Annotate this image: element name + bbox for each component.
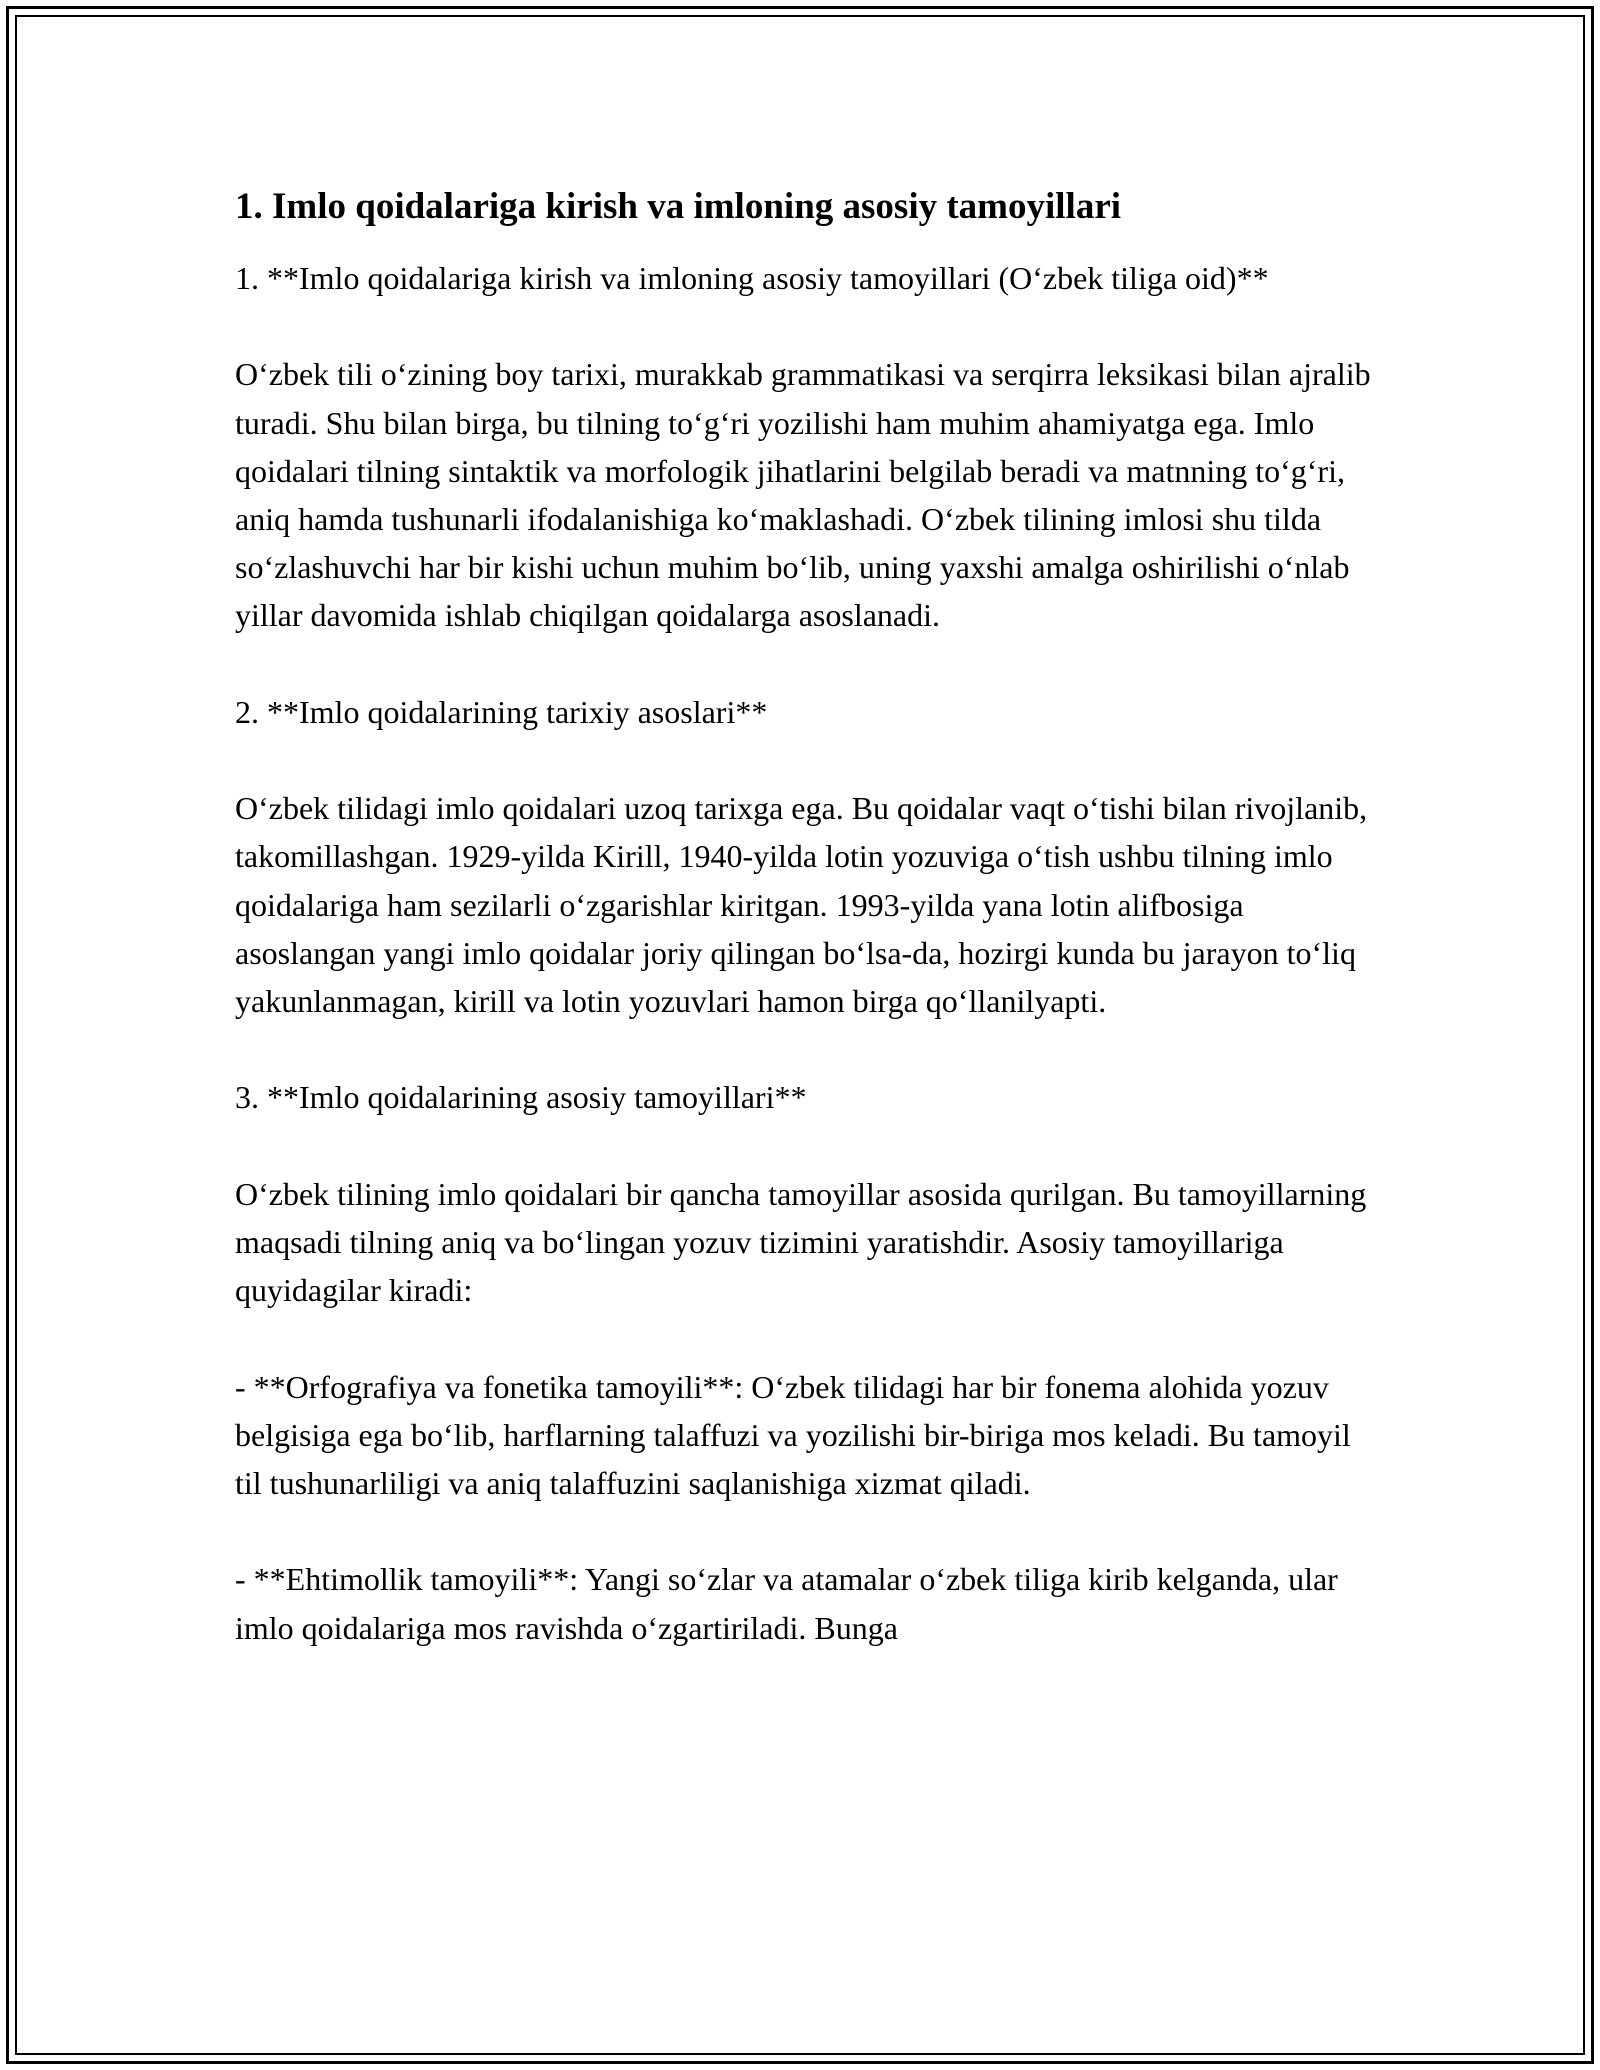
paragraph-spacer <box>235 640 1375 688</box>
document-body <box>235 180 1375 1652</box>
paragraph-spacer <box>235 1025 1375 1073</box>
document-text <box>235 254 1375 1652</box>
paragraph-history: O‘zbek tilidagi imlo qoidalari uzoq tarixga ega. Bu qoidalar vaqt o‘tishi bilan rivojlanib, takomillashgan. 1929-yilda Kirill, 1940-yilda lotin yozuviga o‘tish ushbu tilning imlo qoidalariga ham sezilarli o‘zgarishlar kiritgan. 1993-yilda yana lotin alifbosiga asoslangan yangi imlo qoidalar joriy qilingan bo‘lsa-da, hozirgi kunda bu jarayon to‘liq yakunlanmagan, kirill va lotin yozuvlari hamon birga qo‘llanilyapti. <box>235 790 1368 1019</box>
paragraph-intro: O‘zbek tili o‘zining boy tarixi, murakkab grammatikasi va serqirra leksikasi bilan ajralib turadi. Shu bilan birga, bu tilning to‘g‘ri yozilishi ham muhim ahamiyatga ega. Imlo qoidalari tilning sintaktik va morfologik jihatlarini belgilab beradi va matnning to‘g‘ri, aniq hamda tushunarli ifodalanishiga ko‘maklashadi. O‘zbek tilining imlosi shu tilda so‘zlashuvchi har bir kishi uchun muhim bo‘lib, uning yaxshi amalga oshirilishi o‘nlab yillar davomida ishlab chiqilgan qoidalarga asoslanadi. <box>235 356 1371 634</box>
paragraph-spacer <box>235 1122 1375 1170</box>
list-item-orthography: - **Orfografiya va fonetika tamoyili**: O‘zbek tilidagi har bir fonema alohida yozuv belgisiga ega bo‘lib, harflarning talaffuzi va yozilishi bir-biriga mos keladi. Bu tamoyil til tushunarliligi va aniq talaffuzini saqlanishiga xizmat qiladi. <box>235 1368 1351 1501</box>
list-item-probability: - **Ehtimollik tamoyili**: Yangi so‘zlar va atamalar o‘zbek tiliga kirib kelganda, ular imlo qoidalariga mos ravishda o‘zgartiriladi. Bunga <box>235 1561 1338 1646</box>
paragraph-intro-heading: 1. **Imlo qoidalariga kirish va imloning asosiy tamoyillari (O‘zbek tiliga oid)** <box>235 260 1269 296</box>
paragraph-spacer <box>235 1314 1375 1362</box>
paragraph-spacer <box>235 302 1375 350</box>
paragraph-history-heading: 2. **Imlo qoidalarining tarixiy asoslari** <box>235 693 768 730</box>
paragraph-principles: O‘zbek tilining imlo qoidalari bir qancha tamoyillar asosida qurilgan. Bu tamoyillarning maqsadi tilning aniq va bo‘lingan yozuv tizimini yaratishdir. Asosiy tamoyillariga quyidagilar kiradi: <box>235 1175 1367 1309</box>
paragraph-spacer <box>235 1507 1375 1555</box>
paragraph-spacer <box>235 736 1375 784</box>
document-title: 1. Imlo qoidalariga kirish va imloning asosiy tamoyillari <box>235 186 1122 227</box>
paragraph-principles-heading: 3. **Imlo qoidalarining asosiy tamoyillari** <box>235 1079 807 1116</box>
